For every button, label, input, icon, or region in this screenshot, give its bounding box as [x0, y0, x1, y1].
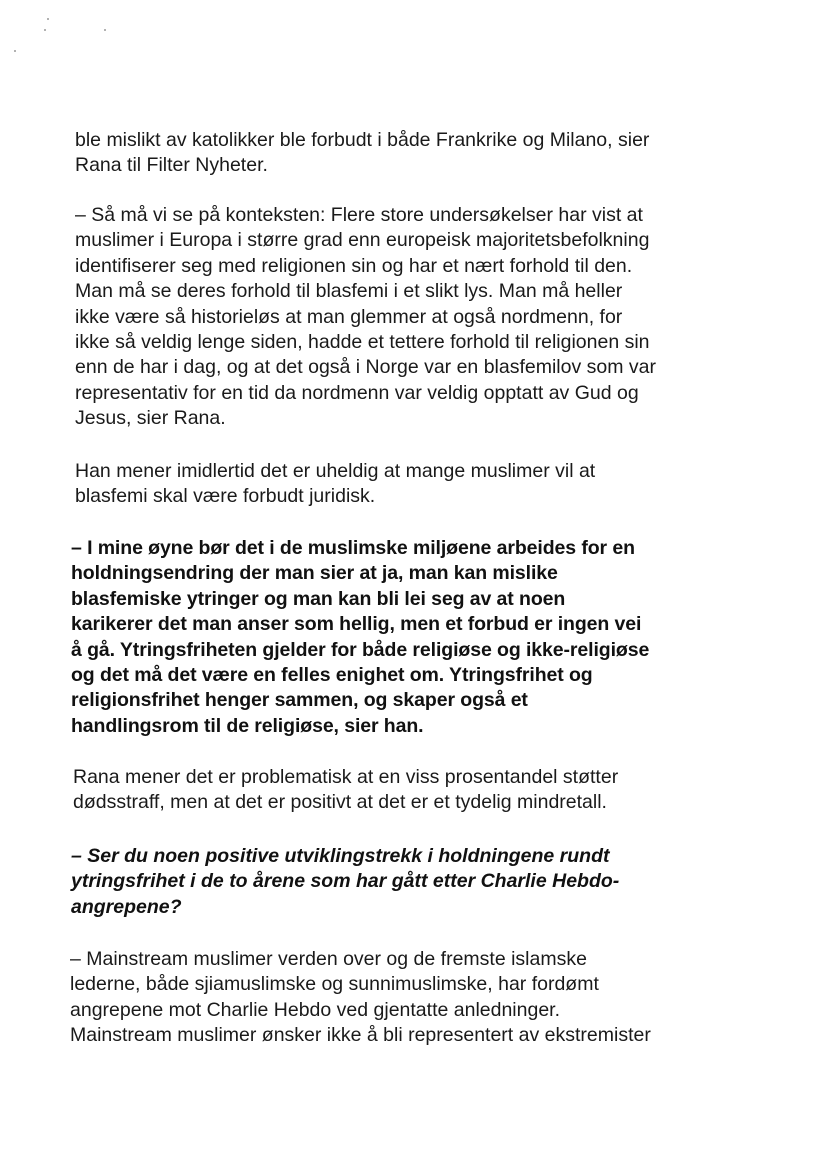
text-line: handlingsrom til de religiøse, sier han.: [71, 714, 424, 737]
text-line: muslimer i Europa i større grad enn europeisk majoritetsbefolkning: [75, 229, 650, 252]
text-line: ytringsfrihet i de to årene som har gått etter Charlie Hebdo-: [71, 870, 620, 893]
paragraph-context: [75, 203, 656, 432]
paragraph-quote-end: [75, 128, 649, 179]
text-line: – Ser du noen positive utviklingstrekk i holdningene rundt: [71, 845, 610, 867]
paragraph-bold-quote: [71, 536, 649, 739]
text-line: lederne, både sjiamuslimske og sunnimuslimske, har fordømt: [70, 973, 599, 996]
text-line: – I mine øyne bør det i de muslimske miljøene arbeides for en: [71, 537, 635, 559]
scan-speck: [14, 50, 16, 52]
paragraph-death-penalty: [73, 765, 618, 816]
text-line: karikerer det man anser som hellig, men et forbud er ingen vei: [71, 613, 642, 636]
text-line: blasfemi skal være forbudt juridisk.: [75, 485, 376, 508]
text-line: å gå. Ytringsfriheten gjelder for både religiøse og ikke-religiøse: [71, 638, 650, 661]
text-line: og det må det være en felles enighet om. Ytringsfrihet og: [71, 664, 593, 687]
text-line: Jesus, sier Rana.: [75, 407, 226, 430]
text-line: identifiserer seg med religionen sin og har et nært forhold til den.: [75, 254, 633, 277]
paragraph-interview-question: [71, 844, 619, 920]
text-line: angrepene mot Charlie Hebdo ved gjentatte anledninger.: [70, 998, 561, 1021]
text-line: Rana til Filter Nyheter.: [75, 154, 268, 177]
text-line: Mainstream muslimer ønsker ikke å bli representert av ekstremister: [70, 1024, 651, 1047]
text-line: dødsstraff, men at det er positivt at det er et tydelig mindretall.: [73, 791, 607, 814]
text-line: ble mislikt av katolikker ble forbudt i både Frankrike og Milano, sier: [75, 129, 650, 151]
text-line: – Mainstream muslimer verden over og de fremste islamske: [70, 948, 587, 970]
text-line: religionsfrihet henger sammen, og skaper også et: [71, 689, 528, 712]
paragraph-blasphemy-law: [75, 459, 595, 510]
text-line: – Så må vi se på konteksten: Flere store undersøkelser har vist at: [75, 204, 643, 226]
paragraph-mainstream-answer: [70, 947, 651, 1049]
text-line: Rana mener det er problematisk at en viss prosentandel støtter: [73, 766, 619, 788]
text-line: ikke så veldig lenge siden, hadde et tettere forhold til religionen sin: [75, 331, 650, 354]
text-line: angrepene?: [71, 895, 182, 918]
scan-speck: [104, 29, 106, 31]
text-line: Han mener imidlertid det er uheldig at mange muslimer vil at: [75, 460, 596, 482]
text-line: Man må se deres forhold til blasfemi i et slikt lys. Man må heller: [75, 280, 623, 303]
scan-speck: [47, 18, 49, 20]
text-line: holdningsendring der man sier at ja, man kan mislike: [71, 562, 558, 585]
scan-speck: [44, 29, 46, 31]
text-line: enn de har i dag, og at det også i Norge var en blasfemilov som var: [75, 356, 656, 379]
text-line: ikke være så historieløs at man glemmer at også nordmenn, for: [75, 305, 623, 328]
text-line: representativ for en tid da nordmenn var veldig opptatt av Gud og: [75, 381, 639, 404]
text-line: blasfemiske ytringer og man kan bli lei seg av at noen: [71, 587, 566, 610]
